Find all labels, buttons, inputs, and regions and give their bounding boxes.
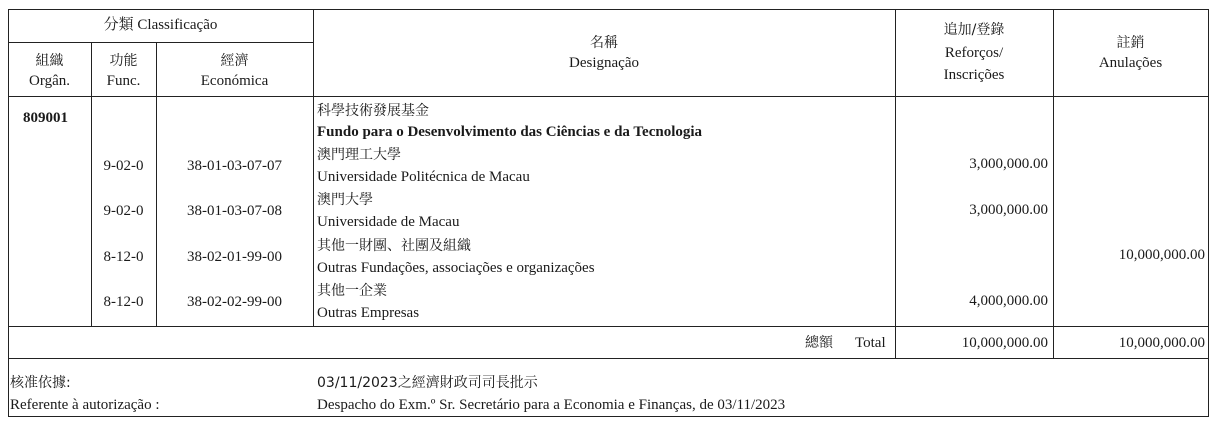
designation-header-pt: Designação	[569, 55, 639, 71]
economic-header-zh: 經濟	[220, 53, 249, 69]
row-4-name-zh: 其他一企業	[317, 283, 387, 299]
authorization-text-zh: 03/11/2023之經濟財政司司長批示	[317, 375, 538, 391]
rule-left	[8, 9, 9, 417]
row-2-name-zh: 澳門大學	[317, 192, 373, 208]
designation-header-zh: 名稱	[590, 35, 618, 51]
reinforcements-header-pt-2: Inscrições	[943, 67, 1005, 83]
row-3-cancellation: 10,000,000.00	[1118, 247, 1205, 263]
functional-header-pt: Func.	[106, 73, 141, 89]
rule-bottom	[8, 416, 1208, 417]
cancellations-header-zh: 註銷	[1116, 35, 1145, 51]
rule-total-bottom	[8, 358, 1208, 359]
economic-header-pt: Económica	[200, 73, 269, 89]
row-2-reinforcement: 3,000,000.00	[969, 202, 1048, 218]
functional-header-zh: 功能	[109, 53, 138, 69]
row-2-name-pt: Universidade de Macau	[317, 214, 460, 230]
row-1-name-pt: Universidade Politécnica de Macau	[317, 169, 530, 185]
total-cancellation: 10,000,000.00	[1118, 335, 1205, 351]
rule-total-top	[8, 326, 1208, 327]
authorization-label-pt: Referente à autorização :	[10, 397, 160, 413]
rule-top	[8, 9, 1208, 10]
row-3-name-pt: Outras Fundações, associações e organizações	[317, 260, 595, 276]
reinforcements-header-zh: 追加/登錄	[943, 22, 1005, 38]
cancellations-header-pt: Anulações	[1098, 55, 1163, 71]
rule-right	[1208, 9, 1209, 417]
classification-header: 分類 Classificação	[103, 17, 218, 33]
row-4-name-pt: Outras Empresas	[317, 305, 420, 321]
row-1-func: 9-02-0	[103, 158, 144, 174]
rule-classification	[8, 42, 313, 43]
row-2-func: 9-02-0	[103, 203, 144, 219]
row-1-name-zh: 澳門理工大學	[317, 147, 401, 163]
reinforcements-header-pt: Reforços/	[944, 45, 1004, 61]
organ-code: 809001	[23, 110, 68, 126]
organ-name-zh: 科學技術發展基金	[317, 103, 429, 119]
authorization-label-zh: 核准依據:	[10, 375, 71, 391]
row-1-econ: 38-01-03-07-07	[187, 158, 282, 174]
organ-name-pt: Fundo para o Desenvolvimento das Ciências e da Tecnologia	[317, 124, 703, 140]
row-3-name-zh: 其他一財團、社團及組織	[317, 238, 471, 254]
row-2-econ: 38-01-03-07-08	[187, 203, 282, 219]
authorization-text-pt: Despacho do Exm.º Sr. Secretário para a Economia e Finanças, de 03/11/2023	[317, 397, 786, 413]
row-3-econ: 38-02-01-99-00	[187, 249, 282, 265]
total-label-pt: Total	[855, 335, 886, 351]
budget-table	[8, 9, 1209, 417]
row-4-econ: 38-02-02-99-00	[187, 294, 282, 310]
row-1-reinforcement: 3,000,000.00	[969, 156, 1048, 172]
row-3-func: 8-12-0	[103, 249, 144, 265]
organic-header-pt: Orgân.	[29, 73, 70, 89]
total-reinforcement: 10,000,000.00	[961, 335, 1048, 351]
total-label-zh: 總額	[805, 335, 833, 351]
row-4-func: 8-12-0	[103, 294, 144, 310]
rule-header-bottom	[8, 96, 1208, 97]
organic-header-zh: 組織	[35, 53, 64, 69]
row-4-reinforcement: 4,000,000.00	[969, 293, 1048, 309]
